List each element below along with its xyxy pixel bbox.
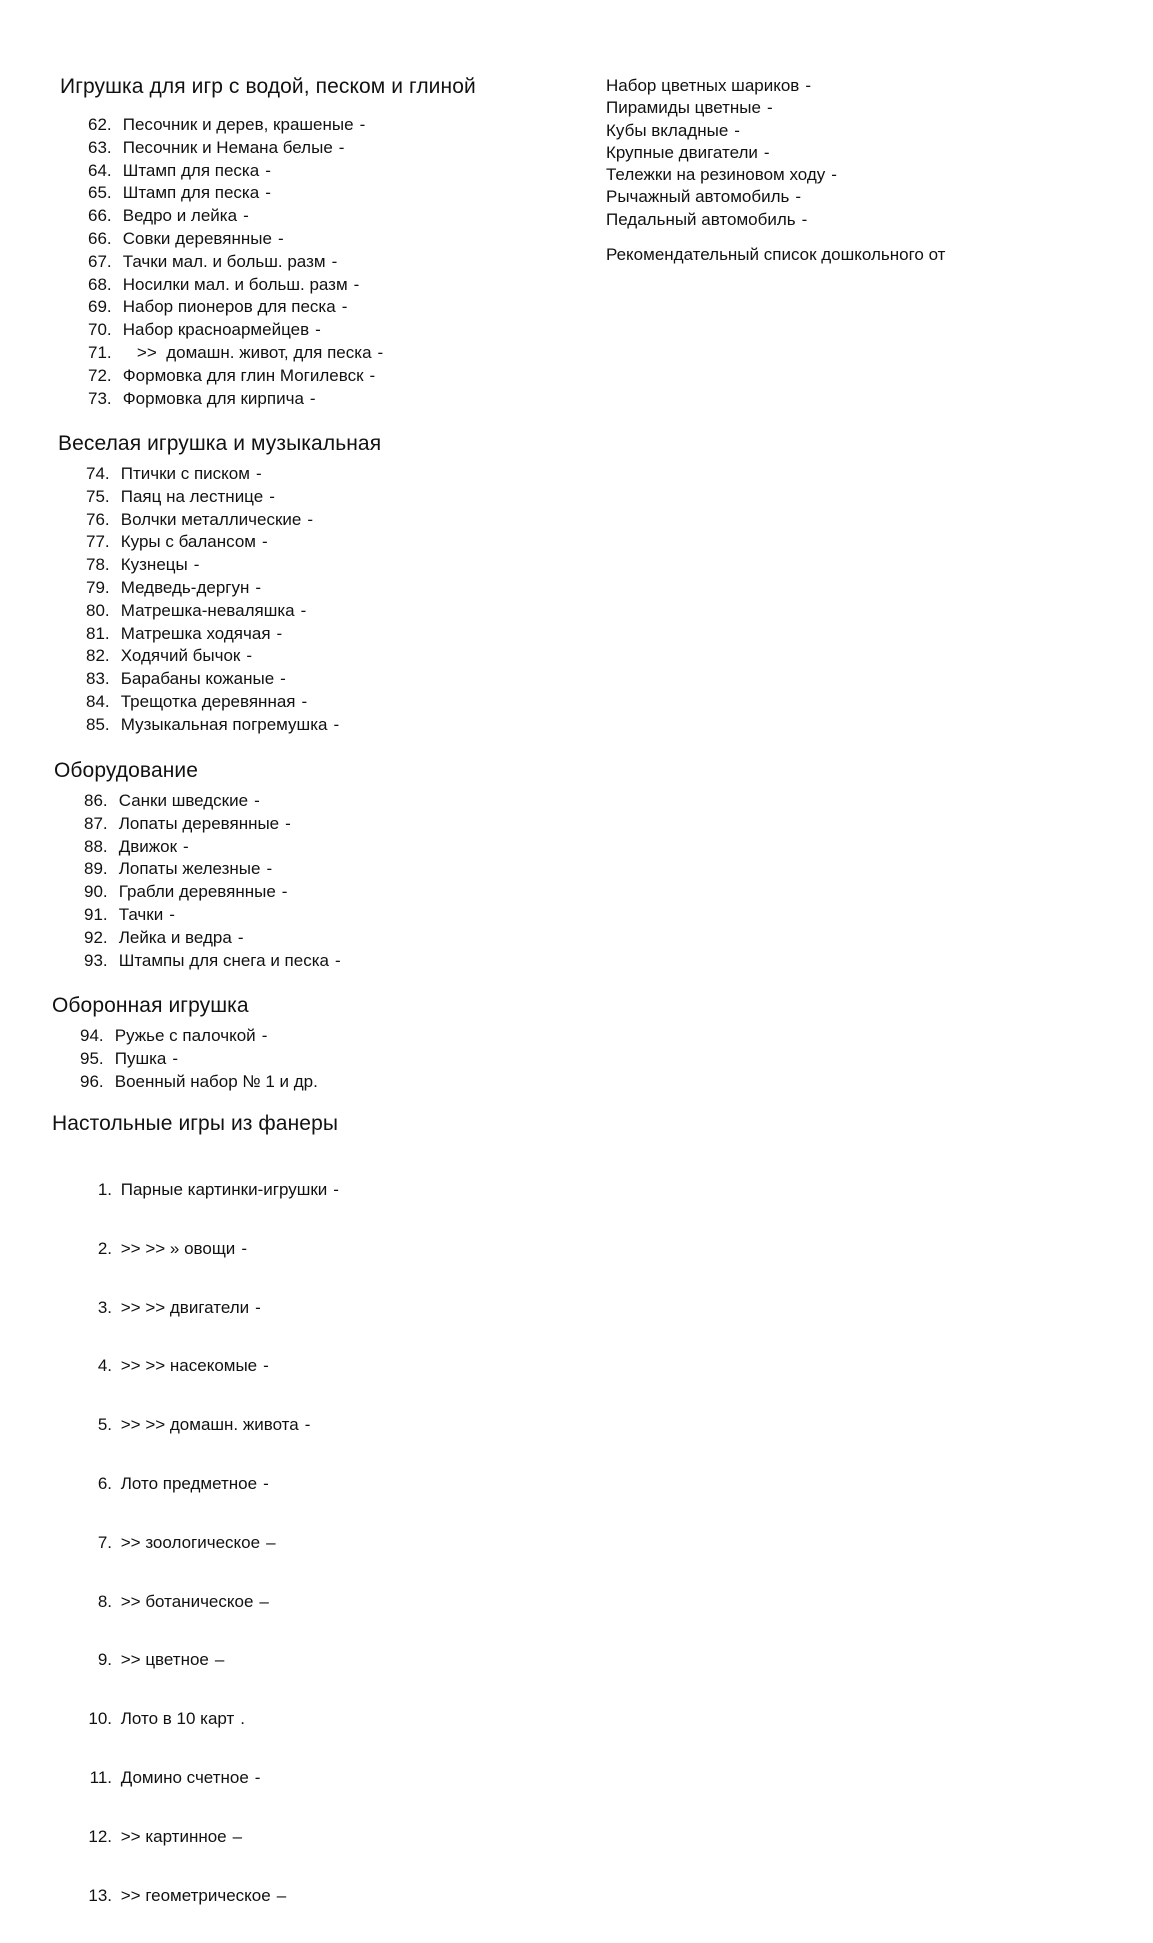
item-number: 69. <box>88 297 112 317</box>
item-dash: - <box>241 1238 247 1258</box>
list-board-games <box>82 1143 339 1943</box>
item-dash: - <box>795 187 802 207</box>
item-number: 90. <box>84 882 108 902</box>
item-number: 66. <box>88 206 112 226</box>
item-number: 73. <box>88 388 112 408</box>
item-text: Лопаты деревянные <box>118 813 280 833</box>
item-dash: - <box>369 365 376 385</box>
item-dash: - <box>353 274 360 294</box>
item-text: Барабаны кожаные <box>120 669 275 689</box>
item-number: 94. <box>80 1026 104 1045</box>
item-dash: – <box>259 1591 269 1611</box>
list-item <box>82 1708 339 1731</box>
list-item <box>84 858 341 881</box>
list-item <box>606 164 837 186</box>
item-number: 10. <box>88 1709 112 1729</box>
item-dash: - <box>255 577 262 597</box>
item-dash: - <box>341 297 348 317</box>
item-dash: - <box>169 904 175 924</box>
list-item <box>88 182 383 205</box>
item-text: Набор цветных шариков <box>606 76 800 95</box>
item-text: Крупные двигатели <box>606 142 758 162</box>
list-item <box>86 577 339 600</box>
list-defense <box>80 1025 324 1093</box>
item-dash: - <box>315 320 321 340</box>
item-text: >> >> насекомые <box>120 1356 258 1376</box>
item-number: 11. <box>89 1767 112 1787</box>
item-dash: - <box>334 950 341 970</box>
list-item <box>88 388 383 411</box>
item-number: 79. <box>86 577 110 597</box>
item-number: 67. <box>88 251 112 271</box>
item-number: 5. <box>97 1415 112 1435</box>
list-item <box>606 120 837 142</box>
list-sand <box>88 114 383 410</box>
item-number: 68. <box>88 274 112 294</box>
item-text: >> геометрическое <box>120 1885 271 1905</box>
item-dash: - <box>263 1473 269 1493</box>
item-dash: - <box>377 342 384 362</box>
item-text: Трещотка деревянная <box>120 691 296 711</box>
item-text: >> >> домашн. живота <box>120 1415 299 1435</box>
item-dash: - <box>333 1180 339 1199</box>
item-dash: - <box>831 165 837 185</box>
list-item <box>82 1414 339 1437</box>
list-item <box>86 531 339 554</box>
item-dash: . <box>240 1709 245 1729</box>
list-item <box>88 160 383 183</box>
list-item <box>80 1048 324 1071</box>
recommendation-footer: Рекомендательный список дошкольного от <box>606 245 946 264</box>
list-item <box>86 623 339 646</box>
item-dash: - <box>237 927 244 947</box>
item-number: 77. <box>86 532 110 552</box>
item-dash: - <box>805 76 812 95</box>
item-text: >> ботаническое <box>120 1591 254 1611</box>
item-number: 7. <box>97 1532 112 1552</box>
item-text: >> >> двигатели <box>120 1297 250 1317</box>
item-number: 66. <box>88 228 112 248</box>
list-item <box>86 668 339 691</box>
item-dash: - <box>261 532 268 552</box>
item-dash: - <box>265 160 271 180</box>
item-text: Штамп для песка <box>122 183 260 203</box>
item-number: 72. <box>88 365 112 385</box>
item-number: 12. <box>88 1826 112 1846</box>
list-item <box>88 296 383 319</box>
list-item <box>86 554 339 577</box>
section-title-board-games: Настольные игры из фанеры <box>52 1112 339 1135</box>
item-dash: - <box>276 623 283 643</box>
item-text: Рычажный автомобиль <box>606 187 790 207</box>
item-text: Штампы для снега и песка <box>118 950 329 970</box>
list-item <box>84 790 341 813</box>
list-item <box>82 1473 339 1496</box>
item-text: >> зоологическое <box>120 1532 261 1552</box>
item-dash: - <box>280 669 286 689</box>
item-text: Набор пионеров для песка <box>122 297 336 317</box>
list-item <box>88 228 383 251</box>
item-text: Матрешка ходячая <box>120 623 271 643</box>
item-text: Ружье с палочкой <box>114 1026 256 1045</box>
list-item <box>84 813 341 836</box>
item-number: 80. <box>86 600 110 620</box>
section-title-defense: Оборонная игрушка <box>52 994 249 1017</box>
item-number: 8. <box>97 1591 112 1611</box>
list-item <box>606 75 837 97</box>
list-item <box>82 1885 339 1908</box>
item-dash: – <box>214 1650 225 1670</box>
section-title-equipment: Оборудование <box>54 759 199 782</box>
list-item <box>84 904 341 927</box>
item-number: 76. <box>86 509 110 529</box>
item-number: 88. <box>84 836 108 856</box>
item-dash: - <box>255 1297 261 1317</box>
list-item <box>88 137 383 160</box>
item-dash: - <box>255 464 262 483</box>
item-number: 62. <box>88 115 112 134</box>
list-item <box>80 1071 324 1094</box>
item-dash: - <box>254 1767 261 1787</box>
item-text: >> картинное <box>120 1826 227 1846</box>
list-item <box>82 1649 339 1672</box>
item-text: Ходячий бычок <box>120 646 241 666</box>
item-number: 6. <box>97 1473 112 1493</box>
list-item <box>82 1355 339 1378</box>
item-text: Домино счетное <box>120 1767 249 1787</box>
item-dash: - <box>261 1026 268 1045</box>
item-dash: - <box>243 206 249 226</box>
item-text: Военный набор № 1 и др. <box>114 1071 318 1091</box>
item-number: 96. <box>80 1071 104 1091</box>
item-number: 3. <box>97 1297 112 1317</box>
item-dash: – <box>276 1885 287 1905</box>
item-text: Песочник и Немана белые <box>122 137 333 157</box>
item-text: Грабли деревянные <box>118 882 276 902</box>
item-text: Кубы вкладные <box>606 120 729 140</box>
item-number: 91. <box>84 904 108 924</box>
item-dash: - <box>183 836 189 856</box>
list-item <box>606 186 837 208</box>
item-number: 82. <box>86 646 110 666</box>
list-fun-music <box>86 463 339 737</box>
list-item <box>82 1297 339 1320</box>
item-dash: - <box>193 555 200 575</box>
list-item <box>82 1179 339 1202</box>
item-text: Волчки металлические <box>120 509 302 529</box>
item-dash: - <box>331 251 338 271</box>
list-item <box>82 1826 339 1849</box>
item-number: 64. <box>88 160 112 180</box>
item-text: Педальный автомобиль <box>606 209 796 229</box>
item-dash: - <box>172 1048 179 1068</box>
item-dash: - <box>281 882 288 902</box>
item-dash: - <box>734 120 740 140</box>
item-number: 92. <box>84 927 108 947</box>
item-number: 71. <box>88 342 112 362</box>
item-number: 84. <box>86 691 110 711</box>
item-number: 85. <box>86 714 110 734</box>
item-text: >> цветное <box>120 1650 209 1670</box>
item-text: Лото в 10 карт <box>120 1709 235 1729</box>
list-item <box>88 114 383 137</box>
item-text: Куры с балансом <box>120 532 256 552</box>
item-text: Кузнецы <box>120 555 188 575</box>
item-text: Песочник и дерев, крашеные <box>122 115 354 134</box>
list-item <box>606 209 837 231</box>
item-dash: - <box>265 183 271 203</box>
item-text: Тачки мал. и больш. разм <box>122 251 326 271</box>
list-item <box>86 600 339 623</box>
list-item <box>84 836 341 859</box>
item-text: Лото предметное <box>120 1473 258 1493</box>
item-text: Штамп для песка <box>122 160 260 180</box>
item-dash: - <box>277 228 284 248</box>
item-number: 9. <box>97 1650 112 1670</box>
list-item <box>82 1591 339 1614</box>
item-text: Пушка <box>114 1048 167 1068</box>
item-dash: - <box>246 646 253 666</box>
list-item <box>84 927 341 950</box>
item-dash: - <box>269 486 275 506</box>
item-text: Паяц на лестнице <box>120 486 264 506</box>
item-text: Ведро и лейка <box>122 206 238 226</box>
item-text: Движок <box>118 836 178 856</box>
item-text: >> домашн. живот, для песка <box>122 342 372 362</box>
list-item <box>88 319 383 342</box>
item-dash: - <box>300 600 307 620</box>
list-item <box>86 691 339 714</box>
item-number: 83. <box>86 669 110 689</box>
list-item <box>80 1025 324 1048</box>
item-number: 70. <box>88 320 112 340</box>
item-number: 86. <box>84 791 108 810</box>
item-dash: - <box>301 691 308 711</box>
list-item <box>88 274 383 297</box>
item-text: Набор красноармейцев <box>122 320 310 340</box>
list-item <box>82 1238 339 1261</box>
item-dash: - <box>801 209 808 229</box>
item-number: 65. <box>88 183 112 203</box>
item-text: Медведь-дергун <box>120 577 250 597</box>
list-item <box>88 251 383 274</box>
item-number: 93. <box>84 950 108 970</box>
list-item <box>606 97 837 119</box>
item-text: Формовка для глин Могилевск <box>122 365 364 385</box>
list-equipment <box>84 790 341 972</box>
item-number: 87. <box>84 813 108 833</box>
item-dash: – <box>266 1532 276 1552</box>
item-number: 2. <box>97 1238 112 1258</box>
item-text: Формовка для кирпича <box>122 388 304 408</box>
item-dash: – <box>232 1826 243 1846</box>
list-item <box>86 645 339 668</box>
list-item <box>86 714 339 737</box>
item-dash: - <box>285 813 291 833</box>
item-dash: - <box>263 1356 269 1376</box>
item-text: Тачки <box>118 904 164 924</box>
item-number: 4. <box>97 1356 112 1376</box>
section-title-sand: Игрушка для игр с водой, песком и глиной <box>60 75 476 98</box>
section-title-fun-music: Веселая игрушка и музыкальная <box>58 432 382 455</box>
list-item <box>84 881 341 904</box>
item-dash: - <box>304 1415 311 1435</box>
item-number: 89. <box>84 859 108 879</box>
item-number: 81. <box>86 623 110 643</box>
item-dash: - <box>359 115 366 134</box>
item-number: 95. <box>80 1048 104 1068</box>
item-dash: - <box>307 509 314 529</box>
item-number: 74. <box>86 464 110 483</box>
item-text: Носилки мал. и больш. разм <box>122 274 348 294</box>
item-dash: - <box>309 388 316 408</box>
list-item <box>86 463 339 486</box>
list-item <box>86 509 339 532</box>
item-dash: - <box>763 142 770 162</box>
item-number: 63. <box>88 137 112 157</box>
list-item <box>88 342 383 365</box>
item-dash: - <box>333 714 340 734</box>
list-item <box>86 486 339 509</box>
list-item <box>84 950 341 973</box>
item-number: 1. <box>97 1180 112 1199</box>
list-item <box>82 1767 339 1790</box>
item-dash: - <box>266 859 273 879</box>
item-text: Совки деревянные <box>122 228 272 248</box>
item-text: Музыкальная погремушка <box>120 714 328 734</box>
item-text: Санки шведские <box>118 791 249 810</box>
list-item <box>88 365 383 388</box>
list-item <box>606 142 837 164</box>
item-number: 13. <box>88 1885 112 1905</box>
item-dash: - <box>254 791 260 810</box>
item-text: Парные картинки-игрушки <box>120 1180 328 1199</box>
item-dash: - <box>766 98 773 118</box>
item-text: >> >> » овощи <box>120 1238 236 1258</box>
item-number: 78. <box>86 555 110 575</box>
item-text: Пирамиды цветные <box>606 98 761 118</box>
item-text: Матрешка-неваляшка <box>120 600 295 620</box>
item-number: 75. <box>86 486 110 506</box>
list-item <box>82 1532 339 1555</box>
list-item <box>88 205 383 228</box>
right-column-list <box>606 75 837 231</box>
item-text: Птички с писком <box>120 464 250 483</box>
item-text: Тележки на резиновом ходу <box>606 165 826 185</box>
item-text: Лейка и ведра <box>118 927 232 947</box>
item-dash: - <box>338 137 345 157</box>
item-text: Лопаты железные <box>118 859 261 879</box>
